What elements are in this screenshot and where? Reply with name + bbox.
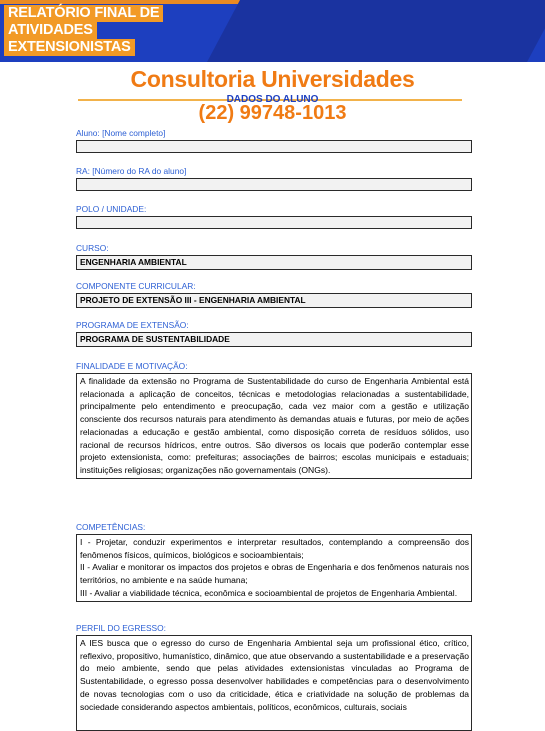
field-finalidade bbox=[76, 361, 472, 479]
field-curso bbox=[76, 243, 472, 270]
curso-value: ENGENHARIA AMBIENTAL bbox=[76, 255, 472, 270]
field-competencias bbox=[76, 522, 472, 602]
polo-input[interactable] bbox=[76, 216, 472, 229]
field-label: Aluno: [Nome completo] bbox=[76, 128, 166, 138]
aluno-input[interactable] bbox=[76, 140, 472, 153]
field-programa bbox=[76, 320, 472, 347]
field-label: POLO / UNIDADE: bbox=[76, 204, 147, 214]
section-heading: DADOS DO ALUNO bbox=[226, 94, 319, 105]
competencia-item: I - Projetar, conduzir experimentos e interpretar resultados, contemplando a compreensão dos fenômenos físicos, químicos, biológicos e socioambientais; bbox=[80, 537, 469, 560]
field-label: COMPETÊNCIAS: bbox=[76, 522, 146, 532]
field-componente bbox=[76, 281, 472, 308]
competencia-item: III - Avaliar a viabilidade técnica, econômica e socioambiental de projetos de Engenharia Ambiental. bbox=[80, 587, 458, 598]
field-label: FINALIDADE E MOTIVAÇÃO: bbox=[76, 361, 188, 371]
field-ra bbox=[76, 166, 472, 191]
field-label: RA: [Número do RA do aluno] bbox=[76, 166, 187, 176]
ra-input[interactable] bbox=[76, 178, 472, 191]
report-title-line: ATIVIDADES bbox=[4, 22, 97, 39]
field-label: PROGRAMA DE EXTENSÃO: bbox=[76, 320, 189, 330]
logo-phone: (22) 99748-1013 bbox=[198, 102, 347, 124]
perfil-text: A IES busca que o egresso do curso de Engenharia Ambiental seja um profissional ético, crítico, reflexivo, propositivo, humanístico, dinâmico, que atue observando a sustentabilidade e a preservação do meio ambiente, sendo que pelas atividades extensionistas vinculadas ao Programa de Sustentabilidade, o egresso possa desenvolver habilidades e competências para o desenvolvimento de novas tecnologias com o uso da criticidade, ética e criatividade na solução de problemas da sociedade considerando aspectos ambientais, políticos, econômicos, culturais, sociais bbox=[76, 635, 472, 731]
banner-shape bbox=[207, 0, 545, 62]
report-title bbox=[4, 5, 163, 56]
field-aluno bbox=[76, 128, 472, 153]
field-perfil bbox=[76, 623, 472, 731]
consultoria-logo-name: Consultoria Universidades bbox=[130, 66, 415, 92]
componente-value: PROJETO DE EXTENSÃO III - ENGENHARIA AMBIENTAL bbox=[76, 293, 472, 308]
programa-value: PROGRAMA DE SUSTENTABILIDADE bbox=[76, 332, 472, 347]
report-title-line: EXTENSIONISTAS bbox=[4, 39, 135, 56]
competencia-item: II - Avaliar e monitorar os impactos dos projetos e obras de Engenharia e dos fenômenos naturais nos territórios, no ambiente e na saúde humana; bbox=[80, 562, 469, 586]
field-polo bbox=[76, 204, 472, 229]
finalidade-text: A finalidade da extensão no Programa de Sustentabilidade do curso de Engenharia Ambiental está relacionada a aplicação de conceitos, técnicas e metodologias relacionadas a sustentabilidade, principalmente pelo entendimento e preocupação, cada vez maior com a gestão e utilização consciente dos recursos naturais para atendimento às demandas atuais e futuras, por meio de ações relacionadas a educação e gestão ambiental, como disposição correta de resíduos sólidos, uso racional de recursos hídricos, entre outros. São diversos os locais que poderão contemplar esse projeto extensionista, como: prefeituras; associações de bairros; escolas municipais e estaduais; instituições religiosas; organizações não governamentais (ONGs). bbox=[76, 373, 472, 479]
field-label: PERFIL DO EGRESSO: bbox=[76, 623, 166, 633]
competencias-list bbox=[76, 534, 472, 602]
header-banner bbox=[0, 0, 545, 62]
report-title-line: RELATÓRIO FINAL DE bbox=[4, 5, 163, 22]
field-label: CURSO: bbox=[76, 243, 109, 253]
field-label: COMPONENTE CURRICULAR: bbox=[76, 281, 196, 291]
